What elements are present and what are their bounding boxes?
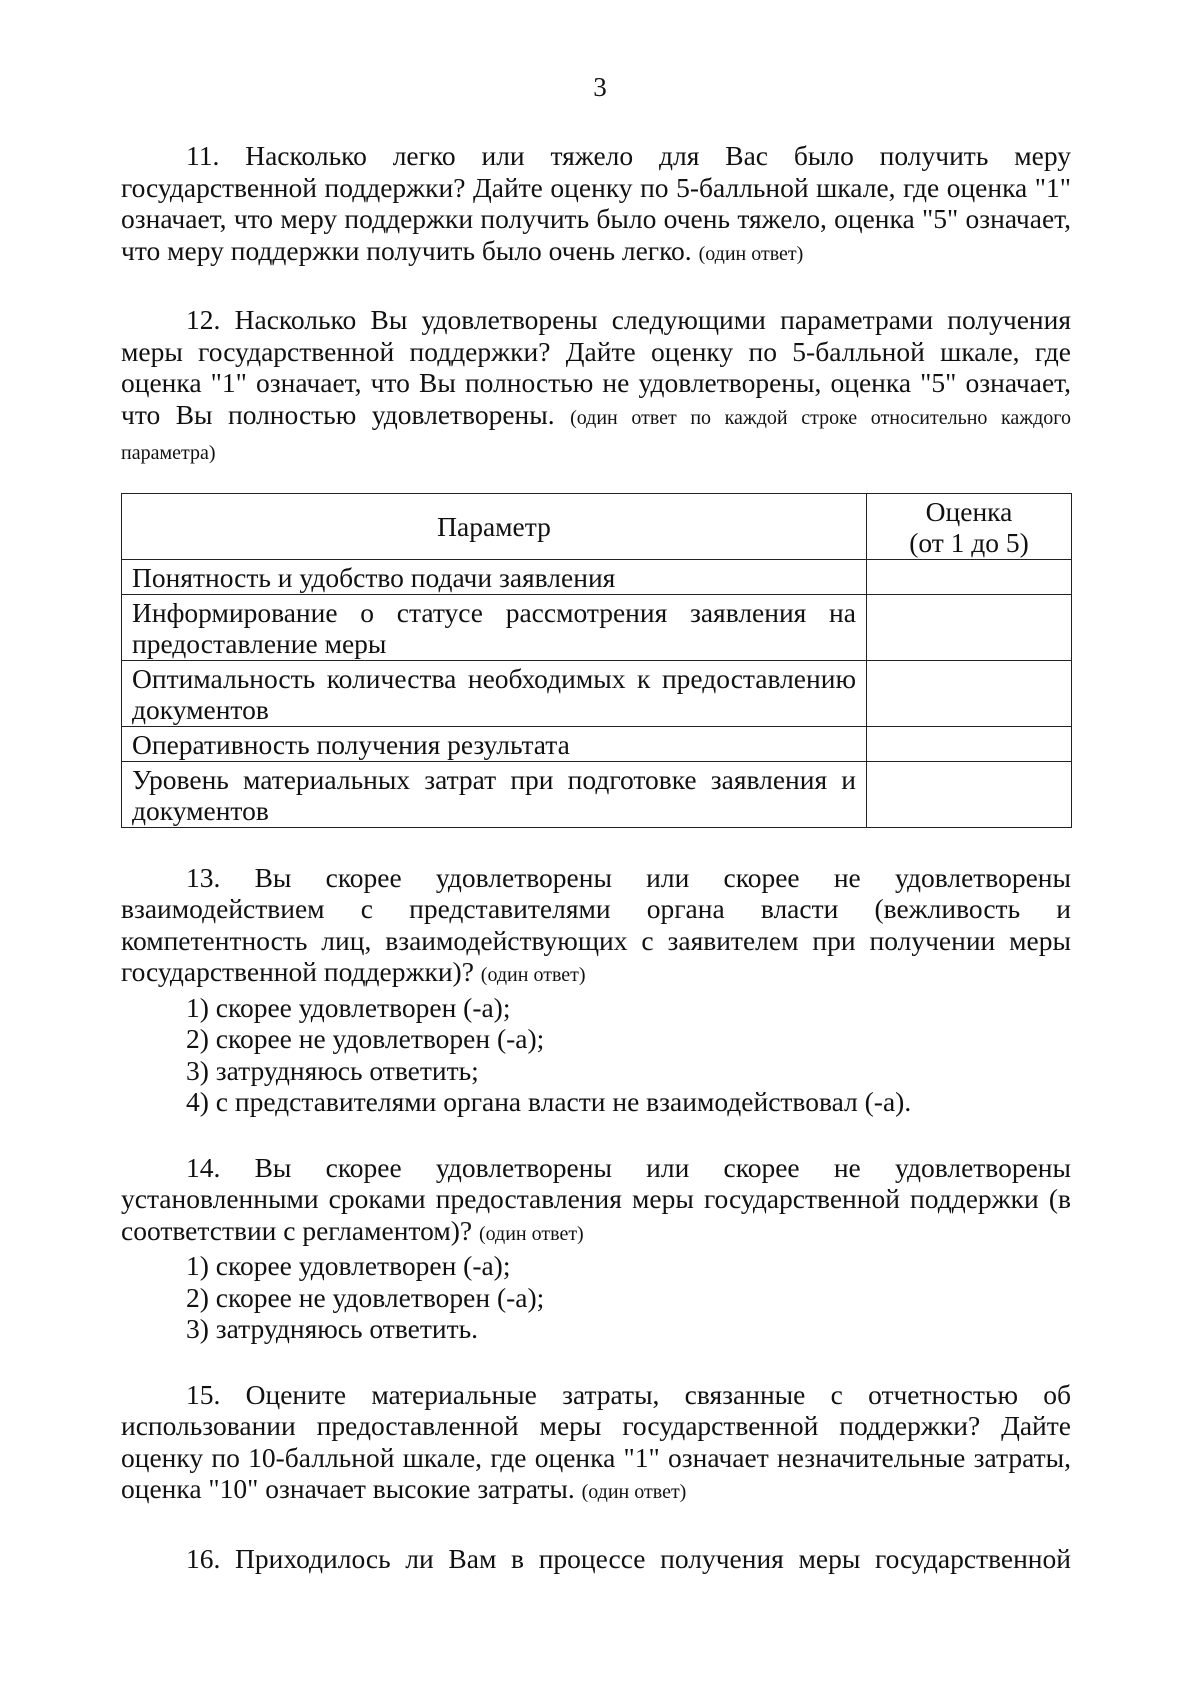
table-row xyxy=(122,761,1072,827)
question-14-options xyxy=(121,1250,1071,1345)
header-parameter: Параметр xyxy=(122,493,867,559)
table-row xyxy=(122,594,1072,660)
header-score xyxy=(867,493,1072,559)
question-13 xyxy=(121,862,1071,992)
question-11-note: (один ответ) xyxy=(698,242,804,265)
page-content xyxy=(121,140,1071,1574)
table-row xyxy=(122,726,1072,761)
question-12 xyxy=(121,304,1071,470)
answer-option: 1) скорее удовлетворен (-а); xyxy=(186,991,511,1023)
row-score xyxy=(867,594,1072,660)
row-score xyxy=(867,761,1072,827)
question-16-text: 16. Приходилось ли Вам в процессе получения меры государственной xyxy=(186,1542,1071,1574)
answer-option: 2) скорее не удовлетворен (-а); xyxy=(186,1281,545,1313)
answer-option: 4) с представителями органа власти не взаимодействовал (-а). xyxy=(186,1086,912,1117)
question-11 xyxy=(121,140,1071,270)
answer-option: 1) скорее удовлетворен (-а); xyxy=(186,1250,511,1281)
answer-option: 2) скорее не удовлетворен (-а); xyxy=(186,1023,545,1054)
question-11-text: 11. Насколько легко или тяжело для Вас было получить меру государственной поддержки? Дайте оценку по 5-балльной шкале, где оценка "1" означает, что меру поддержки получить было очень тяжело, оценка "5" означает, что меру поддержки получить было очень легко. xyxy=(121,140,1071,266)
question-12-note: (один ответ по каждой строке относительно каждого параметра) xyxy=(121,406,1072,464)
row-parameter: Оперативность получения результата xyxy=(122,726,867,761)
question-14-text: 14. Вы скорее удовлетворены или скорее не удовлетворены установленными сроками предоставления меры государственной поддержки (в соответствии с регламентом)? xyxy=(121,1151,1071,1246)
question-15 xyxy=(121,1379,1071,1509)
row-parameter: Понятность и удобство подачи заявления xyxy=(122,559,867,594)
answer-option: 3) затрудняюсь ответить; xyxy=(186,1054,479,1086)
row-score xyxy=(867,726,1072,761)
answer-option: 3) затрудняюсь ответить. xyxy=(186,1313,479,1344)
question-15-text: 15. Оцените материальные затраты, связанные с отчетностью об использовании предоставленной меры государственной поддержки? Дайте оценку по 10-балльной шкале, где оценка "1" означает незначительные затраты, оценка "10" означает высокие затраты. xyxy=(121,1378,1071,1504)
parameters-table xyxy=(121,493,1072,828)
question-12-text: 12. Насколько Вы удовлетворены следующими параметрами получения меры государственной поддержки? Дайте оценку по 5-балльной шкале, где оценка "1" означает, что Вы полностью не удовлетворены, оценка "5" означает, что Вы полностью удовлетворены. xyxy=(121,304,1071,430)
question-14-note: (один ответ) xyxy=(478,1222,584,1245)
table-header-row xyxy=(122,493,1072,559)
row-score xyxy=(867,660,1072,726)
row-parameter: Уровень материальных затрат при подготовке заявления и документов xyxy=(122,761,867,827)
table-row xyxy=(122,559,1072,594)
row-parameter: Оптимальность количества необходимых к предоставлению документов xyxy=(122,660,867,726)
page-number: 3 xyxy=(593,72,607,102)
question-16 xyxy=(121,1543,1071,1575)
question-15-note: (один ответ) xyxy=(581,1481,687,1503)
question-13-note: (один ответ) xyxy=(480,964,586,986)
row-parameter: Информирование о статусе рассмотрения заявления на предоставление меры xyxy=(122,594,867,660)
header-score-title: Оценка xyxy=(925,495,1013,527)
question-13-options xyxy=(121,992,1071,1118)
row-score xyxy=(867,559,1072,594)
question-13-text: 13. Вы скорее удовлетворены или скорее не удовлетворены взаимодействием с представителями органа власти (вежливость и компетентность лиц, взаимодействующих с заявителем при получении меры государственной поддержки)? xyxy=(121,861,1071,987)
table-row xyxy=(122,660,1072,726)
header-score-range: (от 1 до 5) xyxy=(909,526,1029,558)
question-14 xyxy=(121,1152,1071,1251)
